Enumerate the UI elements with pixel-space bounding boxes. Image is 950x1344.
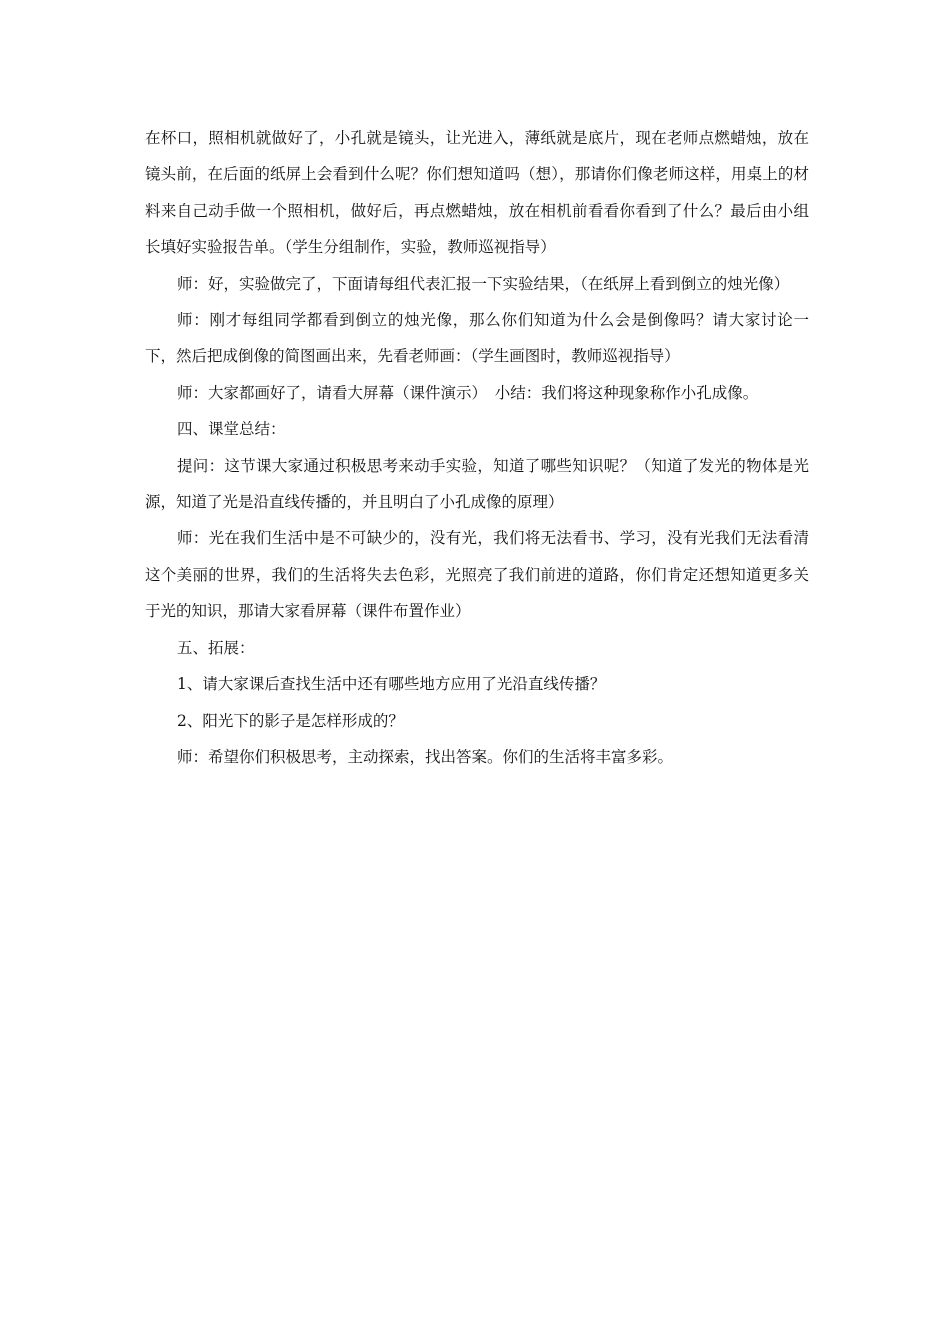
extension-item-2: 2、阳光下的影子是怎样形成的？ bbox=[177, 711, 404, 730]
document-body bbox=[145, 120, 809, 775]
paragraph-summary-question: 提问：这节课大家通过积极思考来动手实验，知道了哪些知识呢？（知道了发光的物体是光源，知道了光是沿直线传播的，并且明白了小孔成像的原理） bbox=[145, 456, 809, 512]
paragraph-inverted-image-discussion: 师：刚才每组同学都看到倒立的烛光像，那么你们知道为什么会是倒像吗？请大家讨论一下，然后把成倒像的简图画出来，先看老师画：（学生画图时，教师巡视指导） bbox=[145, 311, 809, 366]
extension-item-1: 1、请大家课后查找生活中还有哪些地方应用了光沿直线传播？ bbox=[177, 675, 606, 694]
paragraph-closing-remark: 师：希望你们积极思考，主动探索，找出答案。你们的生活将丰富多彩。 bbox=[177, 747, 674, 766]
section-heading-class-summary: 四、课堂总结： bbox=[177, 420, 286, 439]
paragraph-pinhole-summary: 师：大家都画好了，请看大屏幕（课件演示） 小结：我们将这种现象称作小孔成像。 bbox=[177, 383, 759, 402]
section-heading-extension: 五、拓展： bbox=[177, 638, 255, 657]
paragraph-light-importance: 师：光在我们生活中是不可缺少的，没有光，我们将无法看书、学习，没有光我们无法看清这个美丽的世界，我们的生活将失去色彩，光照亮了我们前进的道路，你们肯定还想知道更多关于光的知识，那请大家看屏幕（课件布置作业） bbox=[145, 529, 809, 621]
paragraph-experiment-report: 师：好，实验做完了，下面请每组代表汇报一下实验结果，（在纸屏上看到倒立的烛光像） bbox=[177, 274, 790, 293]
paragraph-experiment-instructions: 在杯口，照相机就做好了，小孔就是镜头，让光进入，薄纸就是底片，现在老师点燃蜡烛，放在镜头前，在后面的纸屏上会看到什么呢？你们想知道吗（想），那请你们像老师这样，用桌上的材料来自己动手做一个照相机，做好后，再点燃蜡烛，放在相机前看看你看到了什么？最后由小组长填好实验报告单。（学生分组制作，实验，教师巡视指导） bbox=[145, 129, 809, 257]
